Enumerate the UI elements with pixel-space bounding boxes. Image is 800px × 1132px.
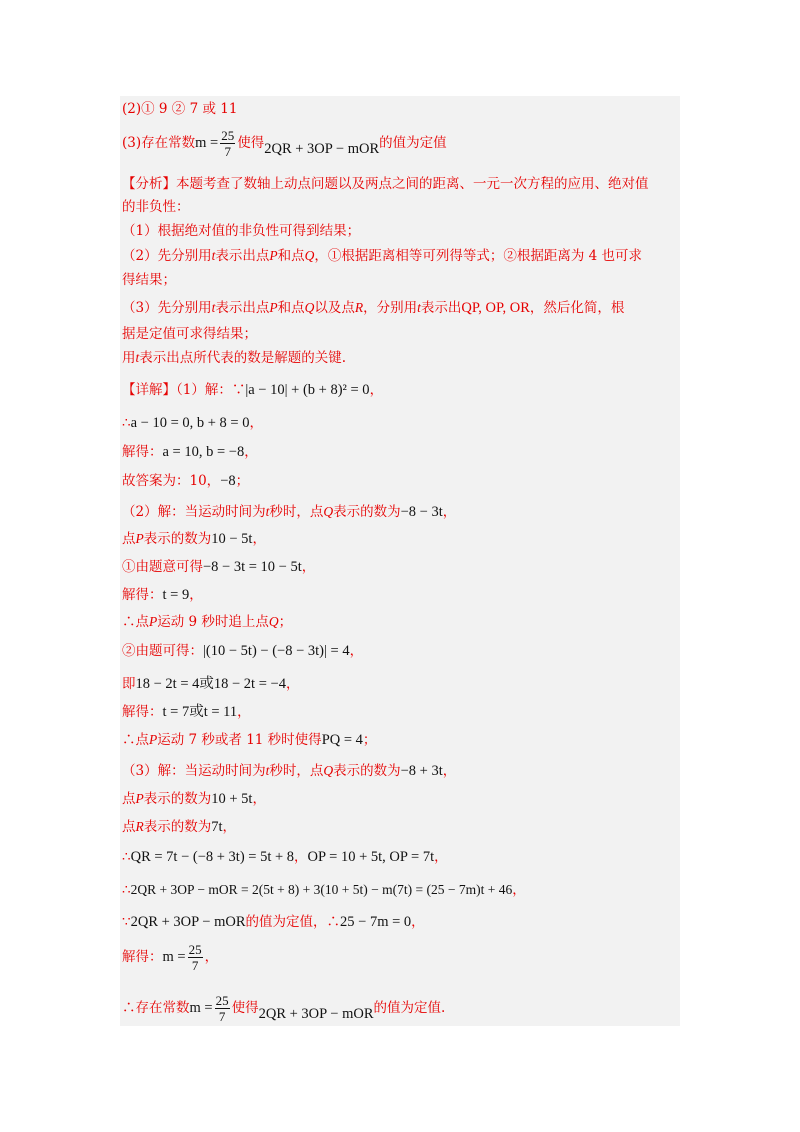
- solution-line: 点P表示的数为10 + 5t，: [122, 791, 266, 807]
- solution-line: ②由题可得：|(10 − 5t) − (−8 − 3t)| = 4，: [122, 643, 364, 659]
- solution-line: ∴点P运动 7 秒或者 11 秒时使得PQ = 4；: [122, 732, 377, 748]
- analysis-line: 的非负性：: [122, 199, 190, 215]
- analysis-line: （2）先分别用t表示出点P和点Q，①根据距离相等可列得等式；②根据距离为 4 也可求: [122, 248, 643, 264]
- analysis-line: （3）先分别用t表示出点P和点Q以及点R，分别用t表示出QP, OP, OR，然后化简，根: [122, 300, 625, 316]
- solution-line: 故答案为：10，−8；: [122, 473, 250, 489]
- analysis-line: 据是定值可求得结果；: [122, 326, 257, 342]
- solution-line: ∴QR = 7t − (−8 + 3t) = 5t + 8，OP = 10 + 5t, OP = 7t，: [122, 849, 448, 865]
- solution-line: （3）解：当运动时间为t秒时，点Q表示的数为−8 + 3t，: [122, 763, 457, 779]
- solution-line: 解得：m = $\frac{25}{7}$ ，: [122, 942, 219, 973]
- detail-heading: 【详解】（1）解：∵|a − 10| + (b + 8)² = 0，: [122, 382, 384, 398]
- solution-line: 解得：t = 7或t = 11，: [122, 704, 251, 720]
- conclusion-line: ∴存在常数m = $\frac{25}{7}$ 使得2QR + 3OP − mOR的值为定值.: [122, 993, 446, 1024]
- solution-line: ∵2QR + 3OP − mOR的值为定值，∴25 − 7m = 0，: [122, 914, 425, 930]
- solution-line: 即18 − 2t = 4或18 − 2t = −4，: [122, 676, 300, 692]
- solution-line: 点R表示的数为7t，: [122, 819, 237, 835]
- analysis-line: 得结果；: [122, 272, 176, 288]
- solution-line: ∴a − 10 = 0, b + 8 = 0，: [122, 415, 263, 431]
- analysis-heading: 【分析】本题考查了数轴上动点问题以及两点之间的距离、一元一次方程的应用、绝对值: [122, 176, 649, 192]
- answer-part3: (3)存在常数m = $\frac{25}{7}$ 使得2QR + 3OP − mOR的值为定值: [122, 128, 447, 159]
- solution-line: ∴点P运动 9 秒时追上点Q；: [122, 614, 293, 630]
- analysis-line: （1）根据绝对值的非负性可得到结果；: [122, 223, 361, 239]
- solution-line: ①由题意可得−8 − 3t = 10 − 5t，: [122, 559, 316, 575]
- solution-line: 解得：a = 10, b = −8，: [122, 444, 258, 460]
- fraction: $\frac{25}{7}$: [221, 128, 235, 159]
- fraction: $\frac{25}{7}$: [188, 942, 202, 973]
- solution-line: （2）解：当运动时间为t秒时，点Q表示的数为−8 − 3t，: [122, 504, 457, 520]
- fraction: $\frac{25}{7}$: [215, 993, 229, 1024]
- solution-line: 点P表示的数为10 − 5t，: [122, 531, 266, 547]
- analysis-line: 用t表示出点所代表的数是解题的关键.: [122, 350, 347, 366]
- solution-line: 解得：t = 9，: [122, 587, 203, 603]
- solution-line: ∴2QR + 3OP − mOR = 2(5t + 8) + 3(10 + 5t) − m(7t) = (25 − 7m)t + 46，: [122, 882, 526, 898]
- answer-part2: (2)① 9 ② 7 或 11: [122, 101, 238, 117]
